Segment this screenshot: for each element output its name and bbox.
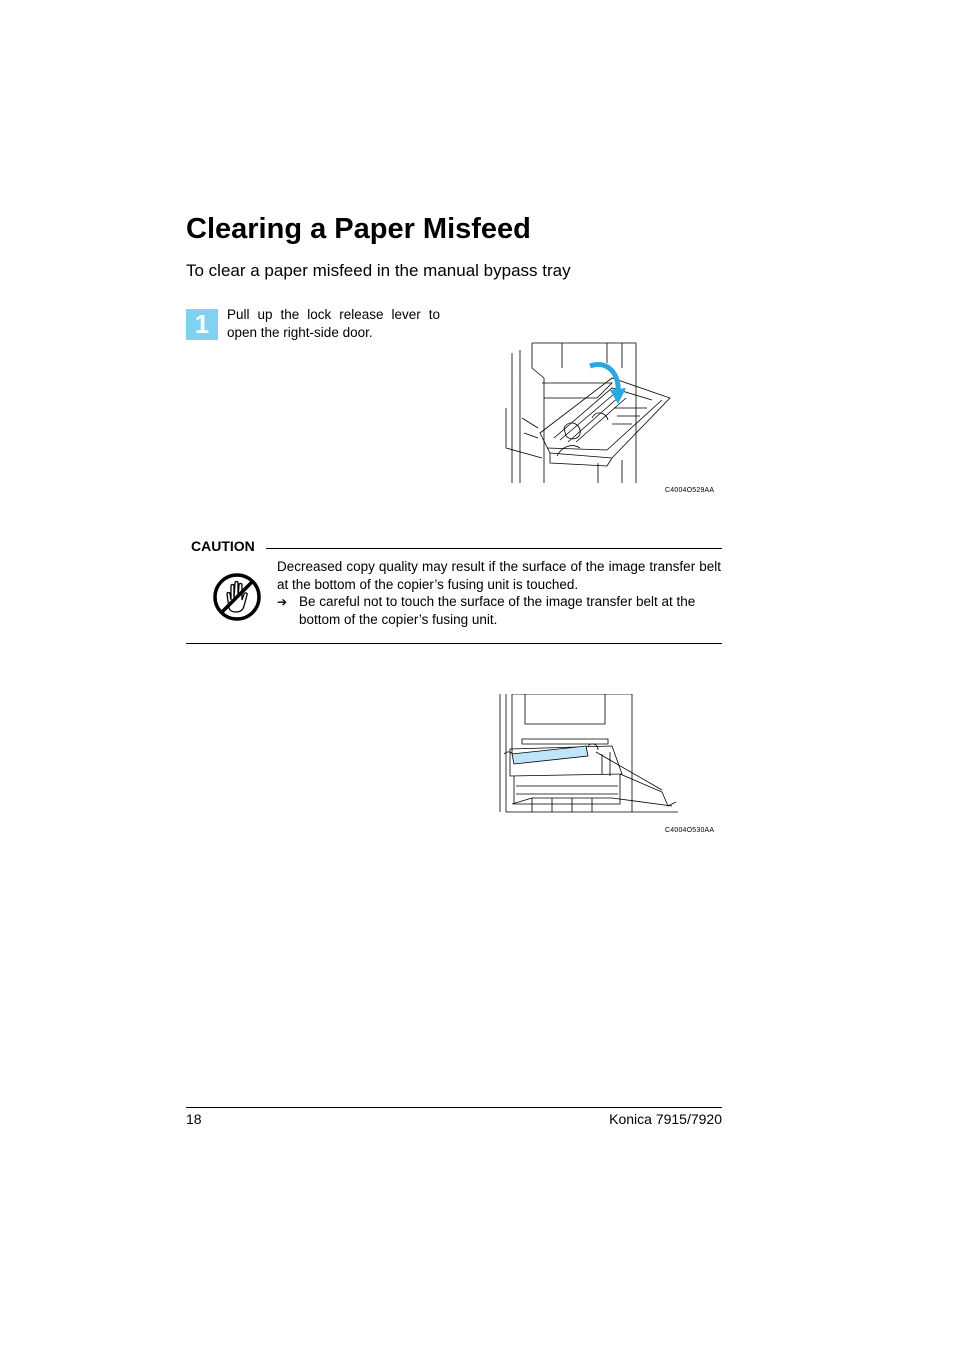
product-name: Konica 7915/7920	[609, 1111, 722, 1127]
caution-bullet-text: Be careful not to touch the surface of the image transfer belt at the bottom of the copier’s fusing unit.	[299, 594, 696, 627]
caution-label: CAUTION	[191, 538, 255, 554]
step-instruction: Pull up the lock release lever to open the right-side door.	[227, 307, 440, 340]
figure-open-right-side-door	[502, 338, 674, 486]
caution-bottom-rule	[186, 643, 722, 644]
figure-image-transfer-belt	[492, 694, 678, 816]
footer-rule	[186, 1107, 722, 1108]
step-number-badge: 1	[186, 309, 218, 340]
no-touch-hand-icon	[212, 572, 262, 622]
figure1-code: C4004O529AA	[665, 487, 715, 494]
caution-text: Decreased copy quality may result if the surface of the image transfer belt at the bottom of the copier’s fusing unit is touched.	[277, 559, 721, 592]
arrow-right-icon: ➔	[277, 595, 288, 609]
section-subtitle: To clear a paper misfeed in the manual bypass tray	[186, 261, 571, 280]
caution-top-rule	[266, 548, 722, 549]
figure2-code: C4004O530AA	[665, 827, 715, 834]
page-number: 18	[186, 1111, 202, 1127]
page-title: Clearing a Paper Misfeed	[186, 213, 531, 245]
